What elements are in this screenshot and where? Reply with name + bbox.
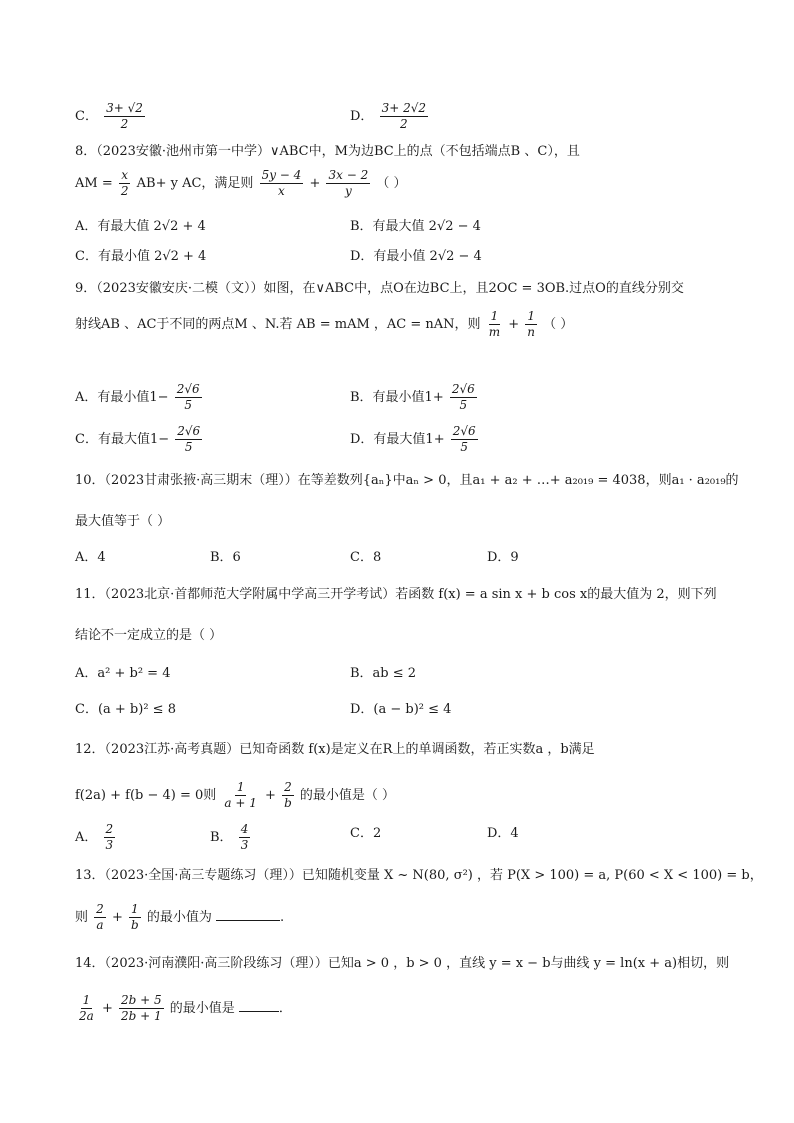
q9-option-a — [75, 382, 204, 413]
q11-option-b: B．ab ≤ 2 — [350, 666, 417, 681]
option-text: B．有最小值1+ — [350, 390, 444, 405]
fraction-denominator: b — [284, 796, 292, 810]
answer-blank[interactable] — [239, 1011, 279, 1012]
fraction-denominator: n — [527, 325, 535, 339]
fraction — [104, 101, 145, 132]
fraction-denominator: a + 1 — [224, 796, 257, 810]
plus-sign: + — [309, 176, 321, 191]
fraction-denominator: a — [96, 918, 104, 932]
fraction-denominator: 5 — [460, 440, 469, 454]
q12-stem-post: 的最小值是（ ） — [299, 788, 396, 803]
fraction — [175, 424, 202, 455]
q8-option-b: B．有最大值 2√2 − 4 — [350, 219, 481, 234]
fraction — [104, 822, 116, 853]
fraction-numerator: 2√6 — [452, 424, 476, 438]
fraction-denominator: 5 — [184, 440, 193, 454]
q10-stem-line1: 10．（2023甘肃张掖·高三期末（理））在等差数列{aₙ}中aₙ > 0，且a₁ + a₂ + …+ a₂₀₁₉ = 4038，则a₁ · a₂₀₁₉的 — [75, 473, 739, 488]
fraction-numerator: 2√6 — [176, 382, 200, 396]
fraction-denominator: x — [278, 184, 285, 198]
fraction-denominator: 5 — [459, 398, 468, 412]
q14-stem-line2 — [75, 993, 292, 1024]
plus-sign: + — [101, 1001, 113, 1016]
fraction-denominator: 2 — [120, 184, 129, 198]
fraction-numerator: 2 — [105, 822, 114, 836]
fraction-numerator: 2 — [284, 780, 292, 794]
q11-stem-line1: 11．（2023北京·首都师范大学附属中学高三开学考试）若函数 f(x) = a sin x + b cos x的最大值为 2，则下列 — [75, 587, 717, 602]
fraction-denominator: 3 — [105, 838, 114, 852]
q13-stem-text: 则 — [75, 910, 89, 925]
q11-stem-line2: 结论不一定成立的是（ ） — [75, 628, 223, 643]
fraction — [77, 993, 96, 1024]
q13-stem-line2 — [75, 902, 284, 933]
fraction-denominator: 2a — [79, 1009, 94, 1023]
fraction — [525, 309, 537, 340]
fraction — [129, 902, 141, 933]
fraction — [282, 780, 294, 811]
option-text: D．有最大值1+ — [350, 432, 445, 447]
q9-stem-line2 — [75, 309, 573, 340]
fraction — [450, 382, 477, 413]
fraction-numerator: 1 — [236, 780, 245, 794]
q7-option-d — [350, 101, 430, 132]
q12-stem-line1: 12．（2023江苏·高考真题）已知奇函数 f(x)是定义在R上的单调函数，若正实数a ，b满足 — [75, 742, 595, 757]
fraction-numerator: 3+ √2 — [106, 101, 143, 115]
q10-option-d: D．9 — [487, 550, 519, 565]
fraction — [239, 822, 251, 853]
q14-stem-post: 的最小值是 — [169, 1001, 235, 1016]
fraction-numerator: 1 — [131, 902, 139, 916]
option-text: C．有最大值1− — [75, 432, 170, 447]
plus-sign: + — [111, 910, 123, 925]
q7-option-c — [75, 101, 147, 132]
answer-blank[interactable] — [216, 920, 280, 921]
q10-option-b: B．6 — [210, 550, 241, 565]
plus-sign: + — [265, 788, 276, 803]
fraction — [94, 902, 106, 933]
q8-stem-mid: AB+ y AC，满足则 — [136, 176, 254, 191]
option-label: A． — [75, 830, 98, 845]
option-text: A．有最小值1− — [75, 390, 169, 405]
fraction-numerator: 1 — [490, 309, 499, 323]
fraction-denominator: 3 — [240, 838, 249, 852]
plus-sign: + — [508, 317, 520, 332]
q8-option-c: C．有最小值 2√2 + 4 — [75, 249, 207, 264]
fraction — [119, 993, 164, 1024]
q9-option-b — [350, 382, 479, 413]
fraction — [380, 101, 428, 132]
fraction-numerator: 2b + 5 — [120, 993, 162, 1007]
q9-stem-text: 射线AB 、AC于不同的两点M 、N.若 AB = mAM ，AC = nAN，则 — [75, 317, 481, 332]
fraction-denominator: y — [344, 184, 352, 198]
fraction-denominator: b — [130, 918, 139, 932]
q10-option-c: C．8 — [350, 550, 382, 565]
fraction-denominator: m — [488, 325, 501, 339]
q12-stem-text: f(2a) + f(b − 4) = 0则 — [75, 788, 217, 803]
fraction-numerator: 3+ 2√2 — [381, 101, 426, 115]
q12-stem-line2 — [75, 780, 395, 811]
fraction-numerator: 2 — [96, 902, 104, 916]
q9-option-c — [75, 424, 204, 455]
option-label: B． — [210, 830, 233, 845]
fraction-denominator: 2b + 1 — [120, 1009, 162, 1023]
q8-stem-line2 — [75, 168, 407, 199]
q12-option-b — [210, 822, 252, 853]
q10-stem-line2: 最大值等于（ ） — [75, 514, 171, 529]
q8-option-a: A．有最大值 2√2 + 4 — [75, 219, 206, 234]
q8-vector-am: AM = — [75, 176, 117, 191]
option-label: C． — [75, 109, 98, 124]
q11-option-c: C．(a + b)² ≤ 8 — [75, 702, 176, 717]
fraction-numerator: 2√6 — [451, 382, 475, 396]
q8-option-d: D．有最小值 2√2 − 4 — [350, 249, 482, 264]
q11-option-d: D．(a − b)² ≤ 4 — [350, 702, 452, 717]
fraction-numerator: x — [121, 168, 129, 182]
q8-stem-line1: 8．（2023安徽·池州市第一中学）∨ABC中，M为边BC上的点（不包括端点B 、C），且 — [75, 144, 580, 159]
fraction — [222, 780, 258, 811]
fraction-numerator: 2√6 — [177, 424, 201, 438]
q11-option-a: A．a² + b² = 4 — [75, 666, 171, 681]
q9-stem-line1: 9．（2023安徽安庆·二模（文））如图，在∨ABC中，点O在边BC上，且2OC = 3OB.过点O的直线分别交 — [75, 281, 684, 296]
q9-option-d — [350, 424, 480, 455]
q14-stem-line1: 14．（2023·河南濮阳·高三阶段练习（理））已知a > 0 ，b > 0 ，直线 y = x − b与曲线 y = ln(x + a)相切，则 — [75, 956, 730, 971]
q13-stem-post: 的最小值为 — [146, 910, 212, 925]
option-label: D． — [350, 109, 374, 124]
fraction-numerator: 5y − 4 — [261, 168, 302, 182]
fraction-denominator: 2 — [120, 117, 129, 131]
fraction — [451, 424, 478, 455]
fraction-numerator: 3x − 2 — [328, 168, 369, 182]
period: ． — [278, 1001, 292, 1016]
fraction — [175, 382, 202, 413]
q12-option-c: C．2 — [350, 826, 382, 841]
fraction — [326, 168, 370, 199]
q12-option-a — [75, 822, 117, 853]
fraction — [119, 168, 131, 199]
fraction-numerator: 1 — [527, 309, 535, 323]
fraction — [260, 168, 304, 199]
q12-option-d: D．4 — [487, 826, 519, 841]
fraction — [487, 309, 502, 340]
answer-paren: （ ） — [376, 176, 407, 191]
answer-paren: （ ） — [543, 317, 574, 332]
period: . — [279, 910, 285, 925]
q10-option-a: A．4 — [75, 550, 106, 565]
fraction-denominator: 5 — [184, 398, 192, 412]
fraction-denominator: 2 — [399, 117, 408, 131]
fraction-numerator: 1 — [82, 993, 91, 1007]
fraction-numerator: 4 — [240, 822, 249, 836]
q13-stem-line1: 13．（2023·全国·高三专题练习（理））已知随机变量 X ~ N(80, σ²) ，若 P(X > 100) = a, P(60 < X < 100) = b， — [75, 868, 763, 883]
